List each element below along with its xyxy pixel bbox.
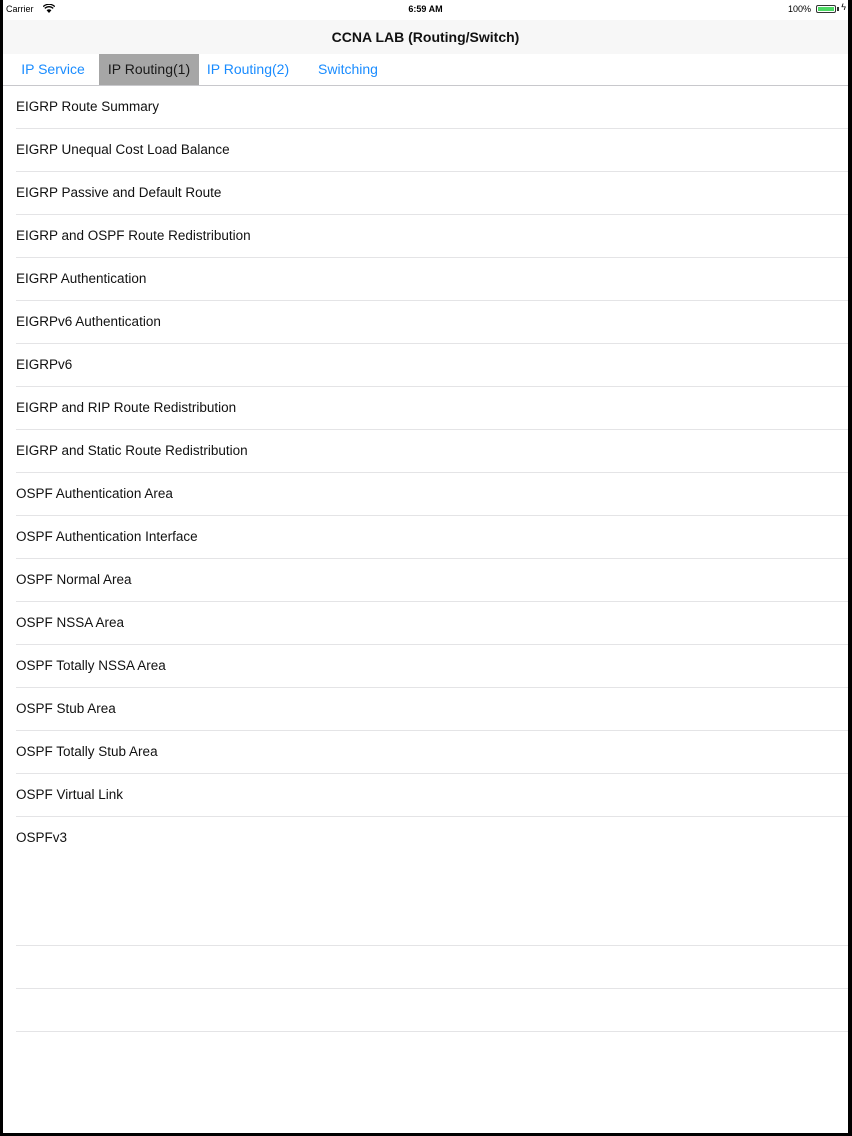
empty-row bbox=[3, 989, 848, 1032]
status-time: 6:59 AM bbox=[408, 4, 443, 14]
tab-ip-service[interactable]: IP Service bbox=[21, 61, 85, 77]
segmented-tabs bbox=[3, 54, 848, 86]
list-item[interactable]: OSPF Totally NSSA Area bbox=[3, 645, 848, 688]
battery-percent: 100% bbox=[787, 4, 811, 14]
list-item[interactable]: EIGRP Route Summary bbox=[3, 86, 848, 129]
list-item[interactable]: OSPF Authentication Interface bbox=[3, 516, 848, 559]
page-title: CCNA LAB (Routing/Switch) bbox=[331, 29, 520, 45]
battery-cap-icon bbox=[837, 7, 839, 11]
list-item[interactable]: EIGRPv6 bbox=[3, 344, 848, 387]
lab-list bbox=[3, 86, 848, 1032]
list-item[interactable]: EIGRP Authentication bbox=[3, 258, 848, 301]
list-item[interactable]: EIGRP Unequal Cost Load Balance bbox=[3, 129, 848, 172]
list-item[interactable]: EIGRP Passive and Default Route bbox=[3, 172, 848, 215]
list-item[interactable]: EIGRP and RIP Route Redistribution bbox=[3, 387, 848, 430]
list-item[interactable]: OSPF Totally Stub Area bbox=[3, 731, 848, 774]
list-item[interactable]: OSPF Authentication Area bbox=[3, 473, 848, 516]
navigation-bar bbox=[3, 20, 848, 54]
empty-row-spacer bbox=[3, 860, 848, 946]
status-bar bbox=[3, 0, 848, 20]
charging-icon: ϟ bbox=[841, 2, 846, 12]
app-screen bbox=[3, 0, 848, 1133]
tab-ip-routing-1[interactable]: IP Routing(1) bbox=[99, 54, 199, 85]
tab-switching[interactable]: Switching bbox=[318, 61, 378, 77]
battery-icon bbox=[816, 5, 836, 13]
carrier-label: Carrier bbox=[6, 4, 34, 14]
list-item[interactable]: OSPF Stub Area bbox=[3, 688, 848, 731]
empty-row bbox=[3, 946, 848, 989]
tab-ip-routing-2[interactable]: IP Routing(2) bbox=[206, 61, 290, 77]
list-item[interactable]: OSPF NSSA Area bbox=[3, 602, 848, 645]
list-item[interactable]: EIGRPv6 Authentication bbox=[3, 301, 848, 344]
list-item[interactable]: OSPF Normal Area bbox=[3, 559, 848, 602]
list-item[interactable]: OSPFv3 bbox=[16, 830, 68, 845]
list-item[interactable]: EIGRP and OSPF Route Redistribution bbox=[3, 215, 848, 258]
list-item[interactable]: OSPF Virtual Link bbox=[3, 774, 848, 817]
list-item[interactable]: EIGRP and Static Route Redistribution bbox=[3, 430, 848, 473]
